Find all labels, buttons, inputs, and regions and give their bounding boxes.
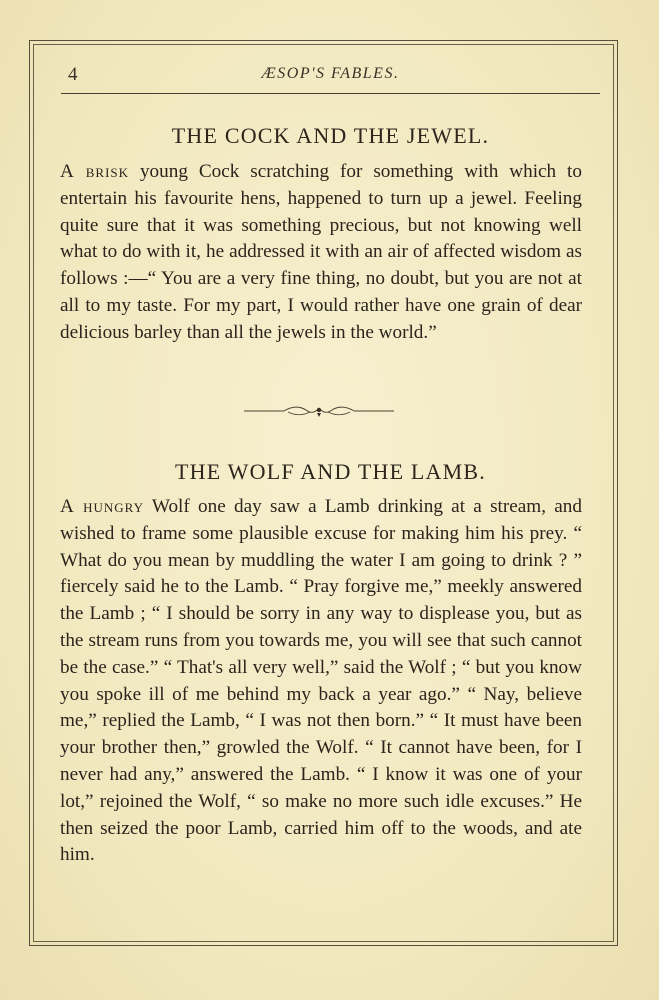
- fable-title-cock-and-jewel: THE COCK AND THE JEWEL.: [171, 123, 490, 148]
- running-title: ÆSOP'S FABLES.: [261, 65, 400, 82]
- fable-text: young Cock scratching for something with which to entertain his favourite hens, happened to turn up a jewel. Feeling quite sure that it was something precious, but not knowing well what to do with it, he addressed it with an air of affected wisdom as follows :—“ You are a very fine thing, no doubt, but you are not at all to my taste. For my part, I would rather have one grain of dear delicious barley than all the jewels in the world.”: [60, 161, 582, 343]
- fable-body-cock-and-jewel: [60, 159, 582, 347]
- section-divider-ornament: [244, 401, 394, 421]
- page-header: [62, 60, 599, 90]
- page-number: 4: [68, 64, 78, 85]
- fable-body-wolf-and-lamb: [60, 494, 582, 869]
- opening-words: A hungry: [60, 496, 144, 517]
- fable-title-wolf-and-lamb: THE WOLF AND THE LAMB.: [175, 459, 486, 484]
- fable-text: Wolf one day saw a Lamb drinking at a stream, and wished to frame some plausible excuse for making him his prey. “ What do you mean by muddling the water I am going to drink ? ” fiercely said he to the Lamb. “ Pray forgive me,” meekly answered the Lamb ; “ I should be sorry in any way to displease you, but as the stream runs from you towards me, you will see that such cannot be the case.” “ That's all very well,” said the Wolf ; “ but you know you spoke ill of me behind my back a year ago.” “ Nay, believe me,” replied the Lamb, “ I was not then born.” “ It must have been your brother then,” growled the Wolf. “ It cannot have been, for I never had any,” answered the Lamb. “ I know it was one of your lot,” rejoined the Wolf, “ so make no more such idle excuses.” He then seized the poor Lamb, carried him off to the woods, and ate him.: [60, 496, 582, 866]
- header-rule: [61, 93, 600, 94]
- opening-words: A brisk: [60, 161, 130, 182]
